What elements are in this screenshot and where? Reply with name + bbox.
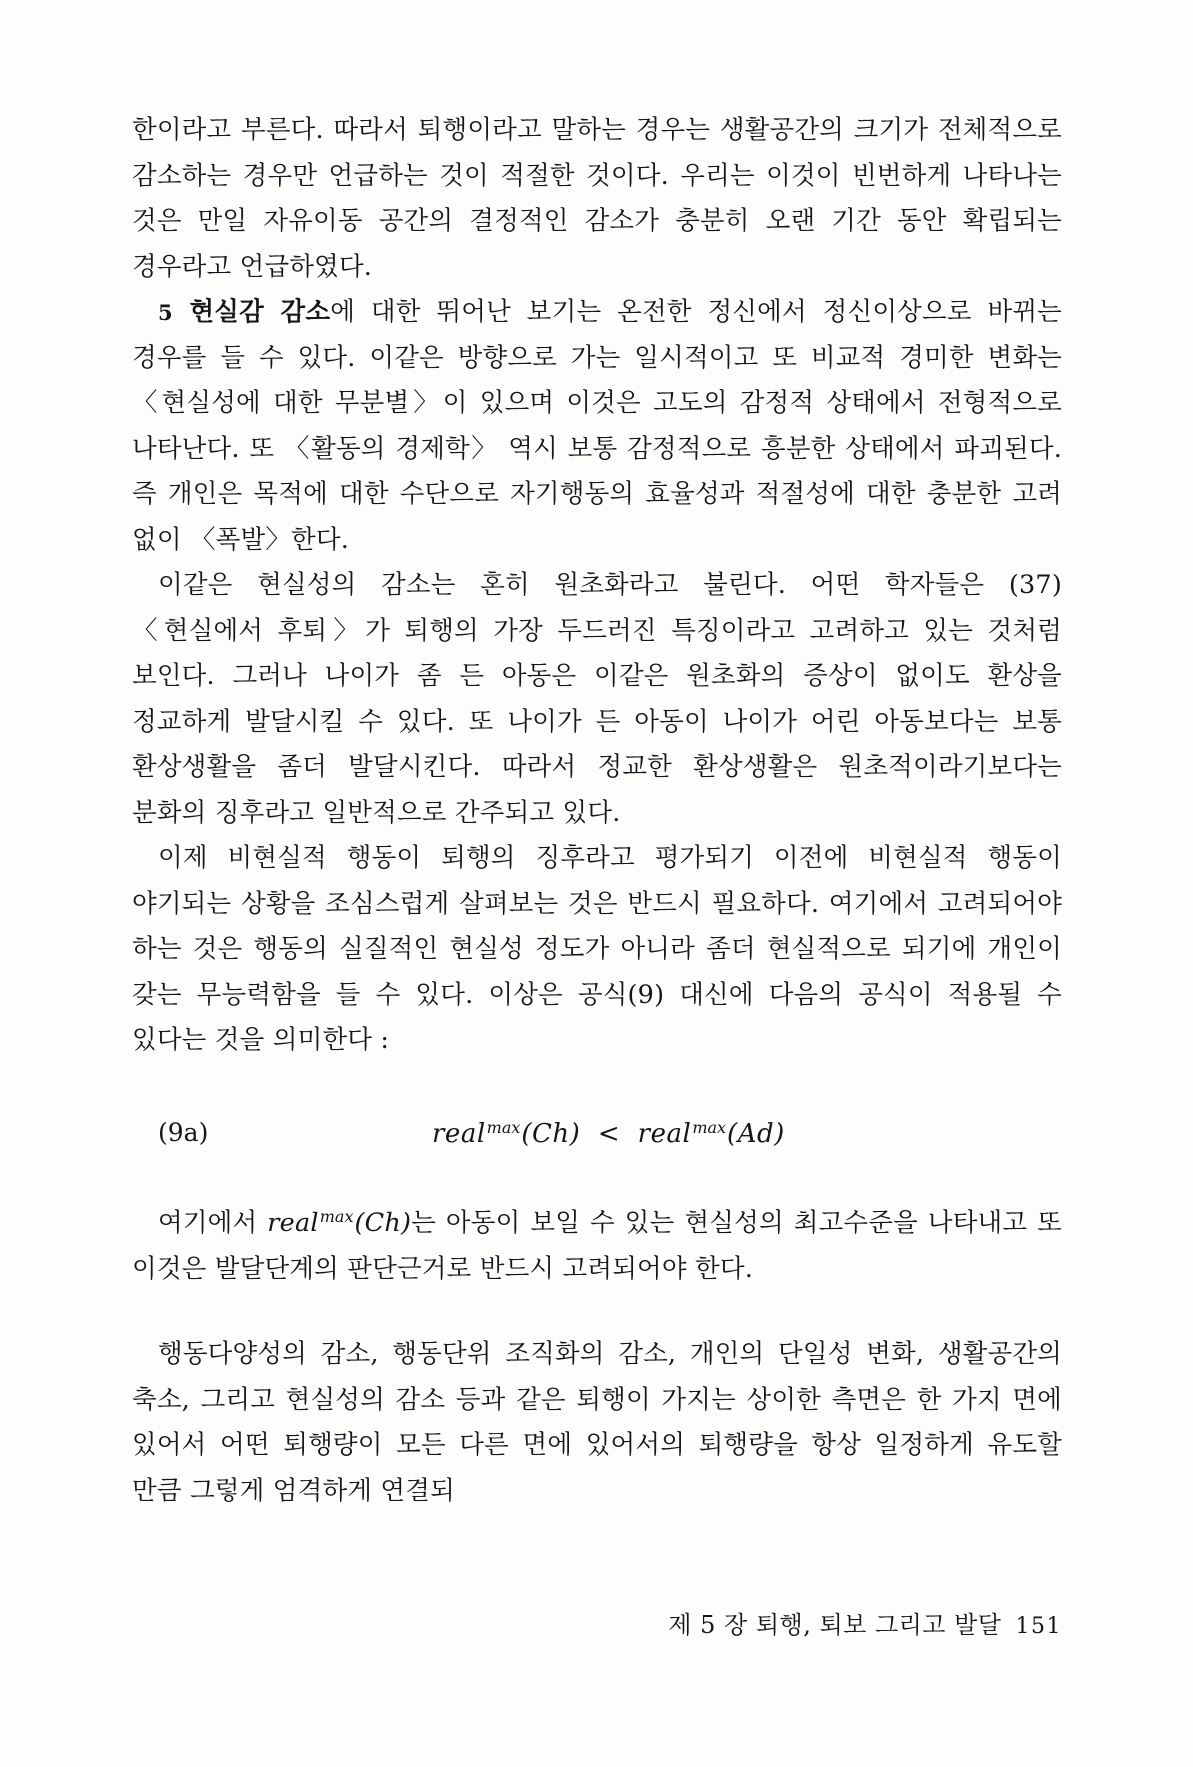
paragraph-5 <box>132 1194 1062 1292</box>
paragraph-1: 한이라고 부른다. 따라서 퇴행이라고 말하는 경우는 생활공간의 크기가 전체적으로 감소하는 경우만 언급하는 것이 적절한 것이다. 우리는 이것이 빈번하게 나타나는 것은 만일 자유이동 공간의 결정적인 감소가 충분히 오랜 기간 동안 확립되는 경우라고 언급하였다. <box>132 115 1062 282</box>
page-number: 151 <box>1015 1614 1062 1639</box>
inline-symbol-superscript: max <box>319 1207 354 1227</box>
formula-expression <box>432 1118 785 1149</box>
inline-symbol-real: real <box>267 1208 319 1239</box>
paragraph-2-text: 에 대한 뛰어난 보기는 온전한 정신에서 정신이상으로 바뀌는 경우를 들 수 있다. 이같은 방향으로 가는 일시적이고 또 비교적 경미한 변화는 〈현실성에 대한 무분별〉이 있으며 이것은 고도의 감정적 상태에서 전형적으로 나타난다. 또 〈활동의 경제학〉 역시 보통 감정적으로 흥분한 상태에서 파괴된다. 즉 개인은 목적에 대한 수단으로 자기행동의 효율성과 적절성에 대한 충분한 고려 없이 〈폭발〉한다. <box>132 297 1063 555</box>
section-number: 5 <box>158 300 173 325</box>
formula-right-symbol: real <box>637 1118 692 1149</box>
paragraph-5-lead: 여기에서 <box>158 1208 268 1239</box>
formula-left-superscript: max <box>486 1117 521 1137</box>
formula-label: (9a) <box>158 1118 209 1148</box>
formula-9a <box>132 1118 1062 1149</box>
inline-symbol-argument: (Ch) <box>354 1208 412 1239</box>
formula-left-symbol: real <box>432 1118 486 1149</box>
page-text-body <box>132 108 1062 1514</box>
page-footer <box>132 1605 1062 1640</box>
paragraph-3: 이같은 현실성의 감소는 혼히 원초화라고 불린다. 어떤 학자들은 (37) 〈현실에서 후퇴〉가 퇴행의 가장 두드러진 특징이라고 고려하고 있는 것처럼 보인다. 그러나 나이가 좀 든 아동은 이같은 원초화의 증상이 없이도 환상을 정교하게 발달시킬 수 있다. 또 나이가 든 아동이 나이가 어린 아동보다는 보통 환상생활을 좀더 발달시킨다. 따라서 정교한 환상생활은 원초적이라기보다는 분화의 징후라고 일반적으로 간주되고 있다. <box>132 570 1062 828</box>
running-title: 제 5 장 퇴행, 퇴보 그리고 발달 <box>668 1611 1002 1639</box>
formula-left-argument: (Ch) <box>521 1118 581 1149</box>
paragraph-spacer <box>132 1292 1062 1332</box>
formula-right-argument: (Ad) <box>727 1118 785 1149</box>
paragraph-6: 행동다양성의 감소, 행동단위 조직화의 감소, 개인의 단일성 변화, 생활공간의 축소, 그리고 현실성의 감소 등과 같은 퇴행이 가지는 상이한 측면은 한 가지 면에 있어서 어떤 퇴행량이 모든 다른 면에 있어서의 퇴행량을 항상 일정하게 유도할 만큼 그렇게 엄격하게 연결되 <box>132 1339 1062 1506</box>
paragraph-4: 이제 비현실적 행동이 퇴행의 징후라고 평가되기 이전에 비현실적 행동이 야기되는 상황을 조심스럽게 살펴보는 것은 반드시 필요하다. 여기에서 고려되어야 하는 것은 행동의 실질적인 현실성 정도가 아니라 좀더 현실적으로 되기에 개인이 갖는 무능력함을 들 수 있다. 이상은 공식(9) 대신에 다음의 공식이 적용될 수 있다는 것을 의미한다 : <box>132 843 1062 1055</box>
paragraph-2 <box>132 290 1062 563</box>
formula-operator: < <box>597 1118 621 1149</box>
formula-right-superscript: max <box>692 1117 727 1137</box>
section-heading-inline: 현실감 감소 <box>189 297 331 327</box>
paragraph-5-tail: 는 아동이 보일 수 있는 현실성의 최고수준을 나타내고 또 이것은 발달단계의 판단근거로 반드시 고려되어야 한다. <box>132 1208 1062 1284</box>
